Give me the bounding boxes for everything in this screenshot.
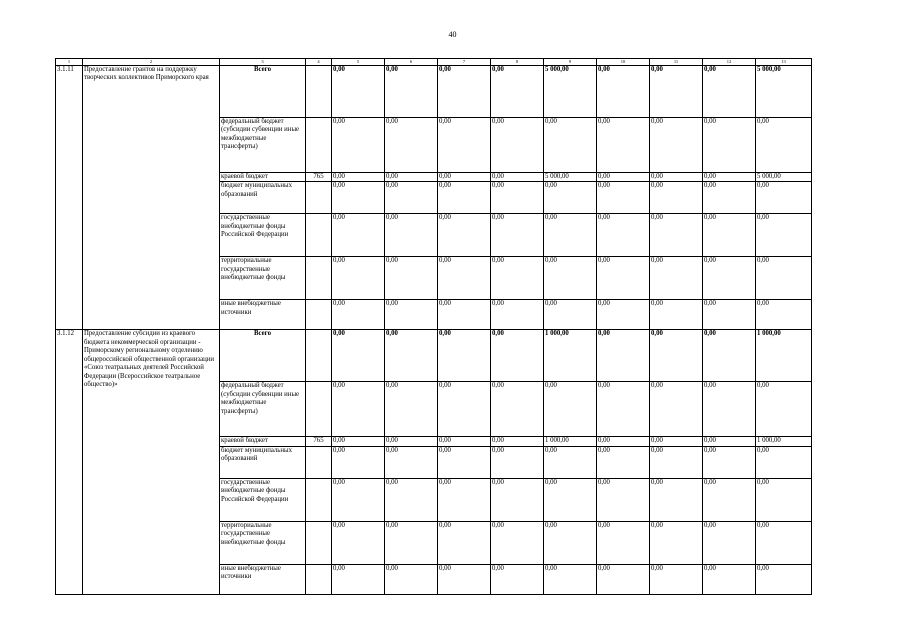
amount-cell: 0,00 [385, 382, 438, 437]
amount-cell: 0,00 [491, 182, 544, 214]
column-number: 6 [385, 59, 438, 66]
amount-cell: 0,00 [544, 564, 597, 594]
amount-cell: 0,00 [332, 437, 385, 446]
amount-cell: 0,00 [491, 330, 544, 382]
amount-cell: 0,00 [438, 66, 491, 118]
funding-source: бюджет муниципальных образований [220, 182, 306, 214]
amount-cell: 0,00 [756, 382, 812, 437]
funding-source: территориальные государственные внебюджетные фонды [220, 257, 306, 300]
amount-cell: 0,00 [650, 214, 703, 257]
budget-code [306, 478, 332, 521]
amount-cell: 0,00 [703, 173, 756, 182]
funding-source: территориальные государственные внебюджетные фонды [220, 521, 306, 564]
amount-cell: 5 000,00 [756, 173, 812, 182]
amount-cell: 0,00 [756, 564, 812, 594]
funding-source: государственные внебюджетные фонды Российской Федерации [220, 478, 306, 521]
amount-cell: 0,00 [650, 564, 703, 594]
column-number: 5 [332, 59, 385, 66]
budget-code: 765 [306, 437, 332, 446]
amount-cell: 0,00 [544, 182, 597, 214]
amount-cell: 0,00 [650, 446, 703, 478]
amount-cell: 0,00 [491, 173, 544, 182]
amount-cell: 5 000,00 [544, 173, 597, 182]
amount-cell: 0,00 [703, 521, 756, 564]
amount-cell: 0,00 [650, 437, 703, 446]
amount-cell: 0,00 [332, 330, 385, 382]
amount-cell: 0,00 [597, 564, 650, 594]
amount-cell: 0,00 [597, 214, 650, 257]
amount-cell: 0,00 [332, 446, 385, 478]
amount-cell: 0,00 [491, 564, 544, 594]
amount-cell: 0,00 [385, 257, 438, 300]
amount-cell: 0,00 [650, 182, 703, 214]
section-id: 3.1.12 [56, 330, 83, 594]
total-label: Всего [220, 66, 306, 118]
budget-code [306, 66, 332, 118]
amount-cell: 0,00 [597, 66, 650, 118]
table-row [56, 66, 812, 118]
amount-cell: 0,00 [756, 446, 812, 478]
amount-cell: 0,00 [385, 182, 438, 214]
amount-cell: 5 000,00 [544, 66, 597, 118]
amount-cell: 0,00 [491, 478, 544, 521]
column-number: 10 [597, 59, 650, 66]
column-number: 8 [491, 59, 544, 66]
amount-cell: 0,00 [650, 478, 703, 521]
amount-cell: 0,00 [385, 437, 438, 446]
amount-cell: 0,00 [650, 300, 703, 330]
funding-source: федеральный бюджет (субсидии субвенции иные межбюджетные трансферты) [220, 382, 306, 437]
amount-cell: 0,00 [332, 214, 385, 257]
amount-cell: 0,00 [756, 118, 812, 173]
budget-code [306, 330, 332, 382]
column-number: 1 [56, 59, 83, 66]
amount-cell: 0,00 [650, 382, 703, 437]
amount-cell: 0,00 [491, 257, 544, 300]
page-number: 40 [448, 30, 457, 39]
amount-cell: 0,00 [597, 478, 650, 521]
amount-cell: 0,00 [597, 182, 650, 214]
amount-cell: 0,00 [756, 257, 812, 300]
amount-cell: 0,00 [385, 173, 438, 182]
amount-cell: 0,00 [438, 182, 491, 214]
amount-cell: 0,00 [491, 66, 544, 118]
column-number: 12 [703, 59, 756, 66]
amount-cell: 0,00 [385, 521, 438, 564]
amount-cell: 0,00 [438, 521, 491, 564]
amount-cell: 0,00 [703, 382, 756, 437]
budget-code [306, 446, 332, 478]
amount-cell: 0,00 [491, 521, 544, 564]
funding-source: федеральный бюджет (субсидии субвенции иные межбюджетные трансферты) [220, 118, 306, 173]
amount-cell: 0,00 [703, 446, 756, 478]
amount-cell: 0,00 [438, 382, 491, 437]
amount-cell: 0,00 [438, 330, 491, 382]
amount-cell: 0,00 [385, 330, 438, 382]
amount-cell: 0,00 [491, 214, 544, 257]
budget-code [306, 118, 332, 173]
amount-cell: 0,00 [438, 214, 491, 257]
column-number: 2 [83, 59, 220, 66]
budget-code [306, 564, 332, 594]
amount-cell: 0,00 [385, 478, 438, 521]
amount-cell: 0,00 [650, 173, 703, 182]
amount-cell: 0,00 [544, 257, 597, 300]
amount-cell: 0,00 [544, 521, 597, 564]
amount-cell: 1 000,00 [544, 330, 597, 382]
amount-cell: 0,00 [756, 182, 812, 214]
section-name: Предоставление грантов на поддержку творческих коллективов Приморского края [83, 66, 220, 330]
amount-cell: 0,00 [650, 257, 703, 300]
section-id: 3.1.11 [56, 66, 83, 330]
amount-cell: 0,00 [597, 300, 650, 330]
amount-cell: 0,00 [544, 446, 597, 478]
total-label: Всего [220, 330, 306, 382]
amount-cell: 0,00 [438, 437, 491, 446]
amount-cell: 0,00 [491, 437, 544, 446]
amount-cell: 0,00 [438, 257, 491, 300]
amount-cell: 0,00 [650, 66, 703, 118]
column-number: 11 [650, 59, 703, 66]
amount-cell: 0,00 [597, 437, 650, 446]
budget-code [306, 521, 332, 564]
amount-cell: 0,00 [597, 382, 650, 437]
amount-cell: 5 000,00 [756, 66, 812, 118]
amount-cell: 1 000,00 [756, 330, 812, 382]
amount-cell: 0,00 [332, 478, 385, 521]
amount-cell: 0,00 [703, 330, 756, 382]
funding-source: бюджет муниципальных образований [220, 446, 306, 478]
amount-cell: 0,00 [756, 521, 812, 564]
amount-cell: 0,00 [385, 118, 438, 173]
amount-cell: 0,00 [385, 66, 438, 118]
amount-cell: 0,00 [385, 214, 438, 257]
amount-cell: 0,00 [332, 300, 385, 330]
amount-cell: 0,00 [597, 173, 650, 182]
budget-code [306, 382, 332, 437]
budget-code [306, 214, 332, 257]
amount-cell: 0,00 [438, 446, 491, 478]
amount-cell: 0,00 [438, 564, 491, 594]
amount-cell: 0,00 [597, 521, 650, 564]
amount-cell: 0,00 [650, 521, 703, 564]
amount-cell: 0,00 [703, 257, 756, 300]
amount-cell: 0,00 [703, 437, 756, 446]
amount-cell: 0,00 [385, 564, 438, 594]
funding-source: краевой бюджет [220, 173, 306, 182]
amount-cell: 0,00 [703, 118, 756, 173]
section-name: Предоставление субсидии из краевого бюджета некоммерческой организации - Приморскому региональному отделению общероссийской общественной организации «Союз театральных деятелей Российской Федерации (Всероссийское театральное общество)» [83, 330, 220, 594]
funding-source: иные внебюджетные источники [220, 300, 306, 330]
amount-cell: 0,00 [332, 182, 385, 214]
funding-source: краевой бюджет [220, 437, 306, 446]
amount-cell: 0,00 [703, 66, 756, 118]
column-number: 4 [306, 59, 332, 66]
funding-source: иные внебюджетные источники [220, 564, 306, 594]
amount-cell: 0,00 [332, 382, 385, 437]
amount-cell: 0,00 [597, 330, 650, 382]
amount-cell: 0,00 [597, 118, 650, 173]
amount-cell: 0,00 [332, 257, 385, 300]
budget-table [55, 58, 812, 595]
amount-cell: 0,00 [544, 382, 597, 437]
amount-cell: 0,00 [438, 300, 491, 330]
amount-cell: 0,00 [544, 478, 597, 521]
column-number: 9 [544, 59, 597, 66]
amount-cell: 0,00 [491, 300, 544, 330]
amount-cell: 0,00 [332, 173, 385, 182]
amount-cell: 0,00 [756, 214, 812, 257]
amount-cell: 0,00 [597, 257, 650, 300]
amount-cell: 0,00 [332, 521, 385, 564]
column-number-row [56, 59, 812, 66]
budget-code [306, 300, 332, 330]
amount-cell: 0,00 [438, 173, 491, 182]
amount-cell: 0,00 [332, 118, 385, 173]
amount-cell: 0,00 [438, 118, 491, 173]
amount-cell: 0,00 [491, 118, 544, 173]
amount-cell: 0,00 [703, 564, 756, 594]
amount-cell: 0,00 [756, 478, 812, 521]
amount-cell: 0,00 [703, 214, 756, 257]
amount-cell: 0,00 [385, 446, 438, 478]
amount-cell: 0,00 [491, 446, 544, 478]
column-number: 7 [438, 59, 491, 66]
amount-cell: 0,00 [703, 300, 756, 330]
amount-cell: 0,00 [703, 182, 756, 214]
column-number: 13 [756, 59, 812, 66]
funding-source: государственные внебюджетные фонды Российской Федерации [220, 214, 306, 257]
amount-cell: 0,00 [332, 564, 385, 594]
amount-cell: 1 000,00 [544, 437, 597, 446]
amount-cell: 0,00 [597, 446, 650, 478]
amount-cell: 0,00 [703, 478, 756, 521]
amount-cell: 0,00 [332, 66, 385, 118]
amount-cell: 0,00 [438, 478, 491, 521]
amount-cell: 0,00 [491, 382, 544, 437]
column-number: 3 [220, 59, 306, 66]
budget-code [306, 182, 332, 214]
amount-cell: 0,00 [544, 214, 597, 257]
amount-cell: 1 000,00 [756, 437, 812, 446]
budget-code [306, 257, 332, 300]
amount-cell: 0,00 [385, 300, 438, 330]
table-row [56, 330, 812, 382]
amount-cell: 0,00 [650, 118, 703, 173]
amount-cell: 0,00 [544, 118, 597, 173]
amount-cell: 0,00 [756, 300, 812, 330]
table-body [56, 59, 812, 595]
budget-code: 765 [306, 173, 332, 182]
amount-cell: 0,00 [650, 330, 703, 382]
amount-cell: 0,00 [544, 300, 597, 330]
